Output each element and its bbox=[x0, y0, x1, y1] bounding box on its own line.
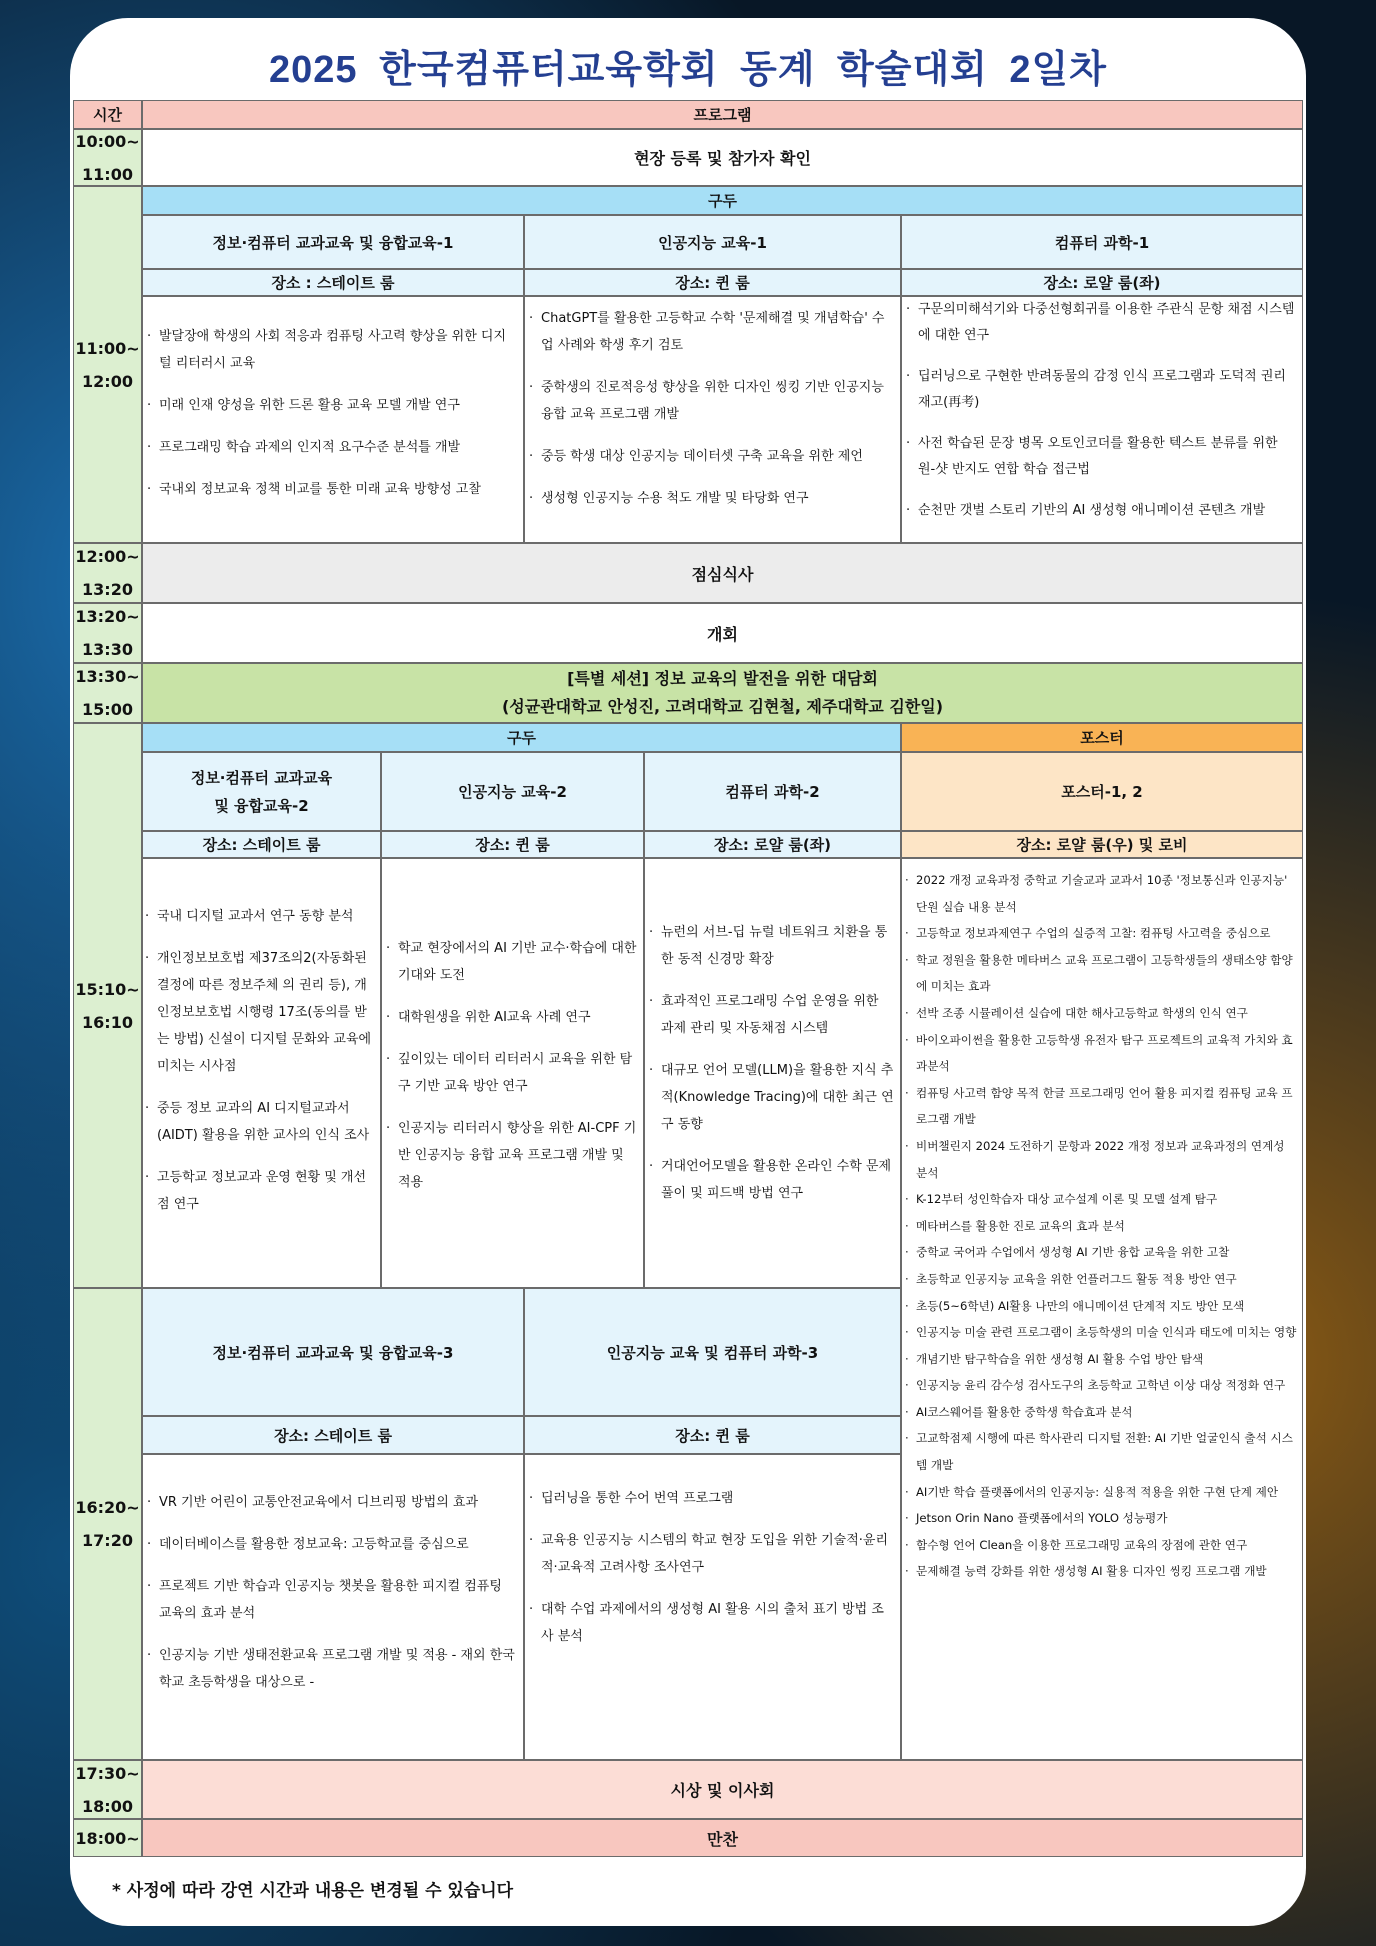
list-item: · 함수형 언어 Clean을 이용한 프로그래밍 교육의 장점에 관한 연구 bbox=[902, 1532, 1298, 1559]
list-item: · 2022 개정 교육과정 중학교 기술교과 교과서 10종 '정보통신과 인공지능' 단원 실습 내용 분석 bbox=[902, 867, 1298, 920]
opening-cell: 개회 bbox=[142, 603, 1303, 663]
session3-track2-venue: 장소: 퀸 룸 bbox=[524, 1416, 901, 1454]
special-session-cell: [특별 세션] 정보 교육의 발전을 위한 대담회 (성균관대학교 안성진, 고려대학교 김현철, 제주대학교 김한일) bbox=[142, 663, 1303, 723]
list-item: · 바이오파이썬을 활용한 고등학생 유전자 탐구 프로젝트의 교육적 가치와 효과분석 bbox=[902, 1027, 1298, 1080]
registration-cell: 현장 등록 및 참가자 확인 bbox=[142, 129, 1303, 186]
list-item: · 고교학점제 시행에 따른 학사관리 디지털 전환: AI 기반 얼굴인식 출석 시스템 개발 bbox=[902, 1425, 1298, 1478]
session2-track2-name: 인공지능 교육-2 bbox=[381, 752, 644, 831]
session3-track2-name: 인공지능 교육 및 컴퓨터 과학-3 bbox=[524, 1288, 901, 1416]
session1-track3-venue: 장소: 로얄 룸(좌) bbox=[901, 269, 1303, 296]
session1-track3-name: 컴퓨터 과학-1 bbox=[901, 215, 1303, 269]
time-slot-1320: 13:20~ 13:30 bbox=[73, 603, 142, 663]
list-item: · 딥러닝을 통한 수어 번역 프로그램 bbox=[525, 1485, 894, 1512]
session1-track2-name: 인공지능 교육-1 bbox=[524, 215, 901, 269]
session3-track1-papers bbox=[142, 1454, 524, 1760]
lunch-cell: 점심식사 bbox=[142, 543, 1303, 603]
list-item: · 뉴런의 서브-딥 뉴럴 네트워크 치환을 통한 동적 신경망 확장 bbox=[645, 919, 894, 973]
list-item: · 발달장애 학생의 사회 적응과 컴퓨팅 사고력 향상을 위한 디지털 리터러시 교육 bbox=[143, 323, 517, 377]
list-item: · 초등학교 인공지능 교육을 위한 언플러그드 활동 적용 방안 연구 bbox=[902, 1266, 1298, 1293]
session3-track1-venue: 장소: 스테이트 룸 bbox=[142, 1416, 524, 1454]
session1-track2-papers bbox=[524, 296, 901, 543]
time-slot-1800: 18:00~ bbox=[73, 1819, 142, 1857]
dinner-cell: 만찬 bbox=[142, 1819, 1303, 1857]
list-item: · 선박 조종 시뮬레이션 실습에 대한 해사고등학교 학생의 인식 연구 bbox=[902, 1000, 1298, 1027]
list-item: · Jetson Orin Nano 플랫폼에서의 YOLO 성능평가 bbox=[902, 1505, 1298, 1532]
session1-track1-venue: 장소 : 스테이트 룸 bbox=[142, 269, 524, 296]
session3-track1-name: 정보·컴퓨터 교과교육 및 융합교육-3 bbox=[142, 1288, 524, 1416]
list-item: · 문제해결 능력 강화를 위한 생성형 AI 활용 디자인 씽킹 프로그램 개발 bbox=[902, 1558, 1298, 1585]
session2-track2-venue: 장소: 퀸 룸 bbox=[381, 831, 644, 858]
session1-oral-label: 구두 bbox=[142, 186, 1303, 215]
schedule-table bbox=[70, 18, 1306, 1926]
list-item: · 고등학교 정보과제연구 수업의 실증적 고찰: 컴퓨팅 사고력을 중심으로 bbox=[902, 920, 1298, 947]
list-item: · 깊이있는 데이터 리터러시 교육을 위한 탐구 기반 교육 방안 연구 bbox=[382, 1046, 637, 1100]
session1-track2-venue: 장소: 퀸 룸 bbox=[524, 269, 901, 296]
list-item: · 대학 수업 과제에서의 생성형 AI 활용 시의 출처 표기 방법 조사 분석 bbox=[525, 1596, 894, 1650]
list-item: · 구문의미해석기와 다중선형회귀를 이용한 주관식 문항 채점 시스템에 대한 연구 bbox=[902, 297, 1296, 349]
session1-track1-papers bbox=[142, 296, 524, 543]
list-item: · 메타버스를 활용한 진로 교육의 효과 분석 bbox=[902, 1213, 1298, 1240]
list-item: · 학교 정원을 활용한 메타버스 교육 프로그램이 고등학생들의 생태소양 함양에 미치는 효과 bbox=[902, 947, 1298, 1000]
time-slot-1510: 15:10~ 16:10 bbox=[73, 723, 142, 1288]
list-item: · 딥러닝으로 구현한 반려동물의 감정 인식 프로그램과 도덕적 권리 재고(再考) bbox=[902, 364, 1296, 416]
list-item: · 생성형 인공지능 수용 척도 개발 및 타당화 연구 bbox=[525, 485, 894, 512]
session2-poster-label: 포스터 bbox=[901, 723, 1303, 752]
list-item: · 거대언어모델을 활용한 온라인 수학 문제 풀이 및 피드백 방법 연구 bbox=[645, 1153, 894, 1207]
time-slot-1620: 16:20~ 17:20 bbox=[73, 1288, 142, 1760]
list-item: · K-12부터 성인학습자 대상 교수설계 이론 및 모델 설계 탐구 bbox=[902, 1186, 1298, 1213]
list-item: · 개념기반 탐구학습을 위한 생성형 AI 활용 수업 방안 탐색 bbox=[902, 1346, 1298, 1373]
page-title: 2025 한국컴퓨터교육학회 동계 학술대회 2일차 bbox=[269, 49, 1107, 91]
list-item: · 개인정보보호법 제37조의2(자동화된 결정에 따른 정보주체 의 권리 등), 개인정보보호법 시행령 17조(동의를 받는 방법) 신설이 디지털 문화와 교육에 미치는 시사점 bbox=[142, 945, 374, 1080]
list-item: · 인공지능 리터러시 향상을 위한 AI-CPF 기반 인공지능 융합 교육 프로그램 개발 및 적용 bbox=[382, 1115, 637, 1196]
session2-track1-papers bbox=[142, 858, 381, 1288]
poster-name: 포스터-1, 2 bbox=[901, 752, 1303, 831]
list-item: · 미래 인재 양성을 위한 드론 활용 교육 모델 개발 연구 bbox=[143, 392, 517, 419]
list-item: · 국내외 정보교육 정책 비교를 통한 미래 교육 방향성 고찰 bbox=[143, 476, 517, 503]
session2-track2-papers bbox=[381, 858, 644, 1288]
footnote: * 사정에 따라 강연 시간과 내용은 변경될 수 있습니다 bbox=[112, 1881, 514, 1901]
session3-track2-papers bbox=[524, 1454, 901, 1760]
list-item: · 사전 학습된 문장 병목 오토인코더를 활용한 텍스트 분류를 위한 원-샷 반지도 연합 학습 접근법 bbox=[902, 431, 1296, 483]
session2-track1-name: 정보·컴퓨터 교과교육 및 융합교육-2 bbox=[142, 752, 381, 831]
time-slot-1100: 11:00~ 12:00 bbox=[73, 186, 142, 543]
list-item: · 비버챌린지 2024 도전하기 문항과 2022 개정 정보과 교육과정의 연계성 분석 bbox=[902, 1133, 1298, 1186]
session2-oral-label: 구두 bbox=[142, 723, 901, 752]
time-slot-1000: 10:00~ 11:00 bbox=[73, 129, 142, 186]
list-item: · 데이터베이스를 활용한 정보교육: 고등학교를 중심으로 bbox=[143, 1531, 517, 1558]
list-item: · 컴퓨팅 사고력 함양 목적 한글 프로그래밍 언어 활용 피지컬 컴퓨팅 교육 프로그램 개발 bbox=[902, 1080, 1298, 1133]
program-header: 프로그램 bbox=[142, 100, 1303, 129]
list-item: · 대학원생을 위한 AI교육 사례 연구 bbox=[382, 1004, 637, 1031]
list-item: · AI코스웨어를 활용한 중학생 학습효과 분석 bbox=[902, 1399, 1298, 1426]
session2-track3-name: 컴퓨터 과학-2 bbox=[644, 752, 901, 831]
list-item: · 프로그래밍 학습 과제의 인지적 요구수준 분석틀 개발 bbox=[143, 434, 517, 461]
time-slot-1730: 17:30~ 18:00 bbox=[73, 1760, 142, 1819]
session1-track3-papers bbox=[901, 296, 1303, 543]
list-item: · 인공지능 미술 관련 프로그램이 초등학생의 미술 인식과 태도에 미치는 영향 bbox=[902, 1319, 1298, 1346]
schedule-card bbox=[70, 18, 1306, 1926]
list-item: · 대규모 언어 모델(LLM)을 활용한 지식 추적(Knowledge Tracing)에 대한 최근 연구 동향 bbox=[645, 1057, 894, 1138]
awards-cell: 시상 및 이사회 bbox=[142, 1760, 1303, 1819]
session1-track1-name: 정보·컴퓨터 교과교육 및 융합교육-1 bbox=[142, 215, 524, 269]
list-item: · 프로젝트 기반 학습과 인공지능 챗봇을 활용한 피지컬 컴퓨팅 교육의 효과 분석 bbox=[143, 1573, 517, 1627]
session2-track1-venue: 장소: 스테이트 룸 bbox=[142, 831, 381, 858]
poster-papers bbox=[901, 858, 1303, 1760]
list-item: · 초등(5~6학년) AI활용 나만의 애니메이션 단계적 지도 방안 모색 bbox=[902, 1293, 1298, 1320]
list-item: · AI기반 학습 플랫폼에서의 인공지능: 실용적 적용을 위한 구현 단계 제안 bbox=[902, 1479, 1298, 1506]
poster-venue: 장소: 로얄 룸(우) 및 로비 bbox=[901, 831, 1303, 858]
list-item: · 인공지능 윤리 감수성 검사도구의 초등학교 고학년 이상 대상 적정화 연구 bbox=[902, 1372, 1298, 1399]
list-item: · ChatGPT를 활용한 고등학교 수학 '문제해결 및 개념학습' 수업 사례와 학생 후기 검토 bbox=[525, 305, 894, 359]
list-item: · 학교 현장에서의 AI 기반 교수·학습에 대한 기대와 도전 bbox=[382, 935, 637, 989]
list-item: · 고등학교 정보교과 운영 현황 및 개선점 연구 bbox=[142, 1164, 374, 1218]
list-item: · 중학교 국어과 수업에서 생성형 AI 기반 융합 교육을 위한 고찰 bbox=[902, 1239, 1298, 1266]
session2-track3-papers bbox=[644, 858, 901, 1288]
list-item: · 중학생의 진로적응성 향상을 위한 디자인 씽킹 기반 인공지능 융합 교육 프로그램 개발 bbox=[525, 374, 894, 428]
list-item: · VR 기반 어린이 교통안전교육에서 디브리핑 방법의 효과 bbox=[143, 1489, 517, 1516]
time-slot-1330: 13:30~ 15:00 bbox=[73, 663, 142, 723]
list-item: · 순천만 갯벌 스토리 기반의 AI 생성형 애니메이션 콘텐츠 개발 bbox=[902, 498, 1296, 524]
list-item: · 중등 정보 교과의 AI 디지털교과서(AIDT) 활용을 위한 교사의 인식 조사 bbox=[142, 1095, 374, 1149]
time-header: 시간 bbox=[73, 100, 142, 129]
list-item: · 효과적인 프로그래밍 수업 운영을 위한 과제 관리 및 자동채점 시스템 bbox=[645, 988, 894, 1042]
session2-track3-venue: 장소: 로얄 룸(좌) bbox=[644, 831, 901, 858]
time-slot-1200: 12:00~ 13:20 bbox=[73, 543, 142, 603]
list-item: · 인공지능 기반 생태전환교육 프로그램 개발 및 적용 - 재외 한국학교 초등학생을 대상으로 - bbox=[143, 1642, 517, 1696]
list-item: · 중등 학생 대상 인공지능 데이터셋 구축 교육을 위한 제언 bbox=[525, 443, 894, 470]
list-item: · 국내 디지털 교과서 연구 동향 분석 bbox=[142, 903, 374, 930]
list-item: · 교육용 인공지능 시스템의 학교 현장 도입을 위한 기술적·윤리적·교육적 고려사항 조사연구 bbox=[525, 1527, 894, 1581]
